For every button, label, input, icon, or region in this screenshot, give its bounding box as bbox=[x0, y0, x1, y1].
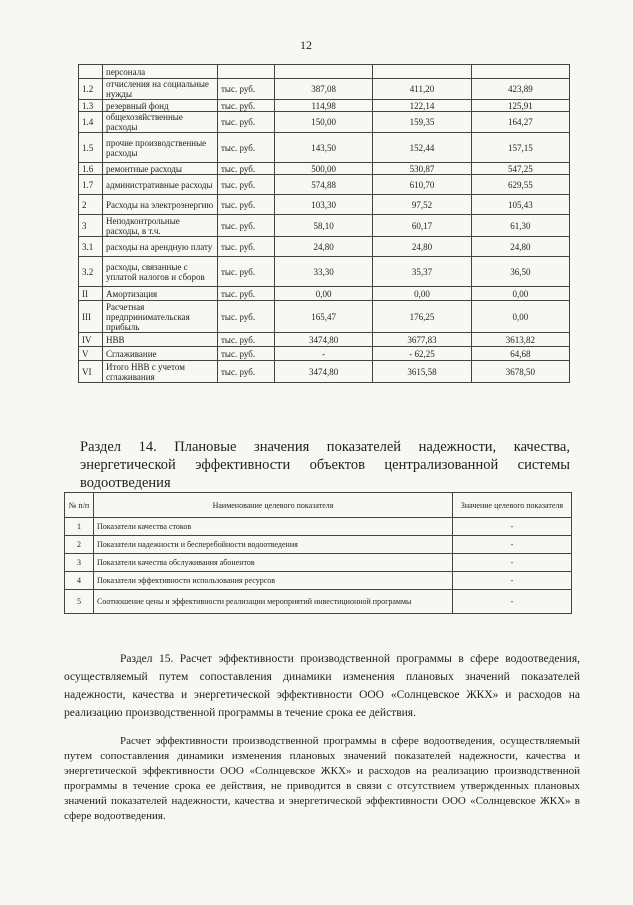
table-row bbox=[65, 590, 572, 614]
row-value-1: 33,30 bbox=[275, 257, 373, 287]
row-value-3: 164,27 bbox=[471, 112, 569, 133]
section-15 bbox=[64, 650, 580, 824]
row-value: - bbox=[453, 554, 572, 572]
table-row bbox=[79, 301, 570, 333]
row-value-1: 387,08 bbox=[275, 79, 373, 100]
row-value-3: 423,89 bbox=[471, 79, 569, 100]
row-value-1: - bbox=[275, 347, 373, 361]
row-value-3: 3678,50 bbox=[471, 361, 569, 383]
row-name: прочие производственные расходы bbox=[103, 133, 218, 163]
header-value: Значение целевого показателя bbox=[453, 493, 572, 518]
row-value-1: 58,10 bbox=[275, 215, 373, 237]
row-value-1: 574,88 bbox=[275, 175, 373, 195]
row-value-1: 103,30 bbox=[275, 195, 373, 215]
page-number: 12 bbox=[300, 38, 312, 52]
row-value-2: 35,37 bbox=[373, 257, 471, 287]
table-row bbox=[79, 361, 570, 383]
row-value-2: 152,44 bbox=[373, 133, 471, 163]
row-value-3: 105,43 bbox=[471, 195, 569, 215]
row-name: Итого НВВ с учетом сглаживания bbox=[103, 361, 218, 383]
row-value-3: 61,30 bbox=[471, 215, 569, 237]
row-value-2: 0,00 bbox=[373, 287, 471, 301]
row-value-3: 0,00 bbox=[471, 287, 569, 301]
row-unit: тыс. руб. bbox=[218, 361, 275, 383]
row-num: 2 bbox=[65, 536, 94, 554]
row-num bbox=[79, 65, 103, 79]
row-num: 3 bbox=[79, 215, 103, 237]
row-name: расходы, связанные с уплатой налогов и сборов bbox=[103, 257, 218, 287]
table-row bbox=[65, 518, 572, 536]
row-value-2: 97,52 bbox=[373, 195, 471, 215]
row-name: Расчетная предпринимательская прибыль bbox=[103, 301, 218, 333]
row-value: - bbox=[453, 518, 572, 536]
row-num: 2 bbox=[79, 195, 103, 215]
row-unit: тыс. руб. bbox=[218, 237, 275, 257]
table-row bbox=[65, 554, 572, 572]
row-value-2: 3677,83 bbox=[373, 333, 471, 347]
row-value-3: 157,15 bbox=[471, 133, 569, 163]
row-value-3 bbox=[471, 65, 569, 79]
row-value-1 bbox=[275, 65, 373, 79]
row-unit: тыс. руб. bbox=[218, 257, 275, 287]
table-row bbox=[79, 237, 570, 257]
row-name: Неподконтрольные расходы, в т.ч. bbox=[103, 215, 218, 237]
row-value-1: 500,00 bbox=[275, 163, 373, 175]
table-row bbox=[79, 112, 570, 133]
row-num: III bbox=[79, 301, 103, 333]
row-unit: тыс. руб. bbox=[218, 133, 275, 163]
row-value-2: 159,35 bbox=[373, 112, 471, 133]
row-value-1: 114,98 bbox=[275, 100, 373, 112]
row-value-2: 530,87 bbox=[373, 163, 471, 175]
row-num: 5 bbox=[65, 590, 94, 614]
row-value-3: 0,00 bbox=[471, 301, 569, 333]
row-value-1: 24,80 bbox=[275, 237, 373, 257]
table-row bbox=[79, 65, 570, 79]
row-value-3: 629,55 bbox=[471, 175, 569, 195]
row-unit: тыс. руб. bbox=[218, 163, 275, 175]
row-value: - bbox=[453, 536, 572, 554]
row-num: 3.1 bbox=[79, 237, 103, 257]
indicators-table-header bbox=[65, 493, 572, 518]
section-15-paragraph: Расчет эффективности производственной программы в сфере водоотведения, осуществляемый путем сопоставления динамики изменения плановых значений показателей надежности, качества и энергетической эффективности ООО «Солнцевское ЖКХ» и расходов на реализацию производственной программы в течение срока ее действия, не приводится в связи с отсутствием утвержденных плановых значений показателей надежности, качества и энергетической эффективности ООО «Солнцевское ЖКХ» в сфере водоотведения. bbox=[64, 735, 580, 822]
row-name: расходы на арендную плату bbox=[103, 237, 218, 257]
table-row bbox=[79, 257, 570, 287]
row-value-1: 0,00 bbox=[275, 287, 373, 301]
row-unit: тыс. руб. bbox=[218, 100, 275, 112]
row-value-2: 122,14 bbox=[373, 100, 471, 112]
row-value-3: 3613,82 bbox=[471, 333, 569, 347]
row-name: Показатели надежности и бесперебойности водоотведения bbox=[94, 536, 453, 554]
row-value-1: 143,50 bbox=[275, 133, 373, 163]
row-num: V bbox=[79, 347, 103, 361]
row-value-3: 36,50 bbox=[471, 257, 569, 287]
row-name: персонала bbox=[103, 65, 218, 79]
row-num: 1.7 bbox=[79, 175, 103, 195]
table-row bbox=[79, 175, 570, 195]
row-value: - bbox=[453, 572, 572, 590]
row-value-2 bbox=[373, 65, 471, 79]
row-num: VI bbox=[79, 361, 103, 383]
row-unit: тыс. руб. bbox=[218, 79, 275, 100]
row-num: IV bbox=[79, 333, 103, 347]
table-row bbox=[79, 287, 570, 301]
row-value-2: 60,17 bbox=[373, 215, 471, 237]
row-value-2: - 62,25 bbox=[373, 347, 471, 361]
row-num: 1 bbox=[65, 518, 94, 536]
row-unit: тыс. руб. bbox=[218, 195, 275, 215]
row-unit: тыс. руб. bbox=[218, 301, 275, 333]
header-num: № п/п bbox=[65, 493, 94, 518]
row-name: Показатели качества обслуживания абонентов bbox=[94, 554, 453, 572]
table-row bbox=[65, 536, 572, 554]
section-14-heading: Раздел 14. Плановые значения показателей надежности, качества, энергетической эффективности объектов централизованной системы водоотведения bbox=[80, 439, 570, 491]
table-row bbox=[79, 163, 570, 175]
row-unit: тыс. руб. bbox=[218, 175, 275, 195]
row-unit: тыс. руб. bbox=[218, 347, 275, 361]
row-name: Расходы на электроэнергию bbox=[103, 195, 218, 215]
row-value-1: 3474,80 bbox=[275, 361, 373, 383]
row-num: 3 bbox=[65, 554, 94, 572]
row-num: 3.2 bbox=[79, 257, 103, 287]
header-name: Наименование целевого показателя bbox=[94, 493, 453, 518]
row-value-2: 3615,58 bbox=[373, 361, 471, 383]
row-value-2: 24,80 bbox=[373, 237, 471, 257]
table-row bbox=[79, 195, 570, 215]
row-name: Показатели качества стоков bbox=[94, 518, 453, 536]
row-name: ремонтные расходы bbox=[103, 163, 218, 175]
row-name: общехозяйственные расходы bbox=[103, 112, 218, 133]
row-num: 1.3 bbox=[79, 100, 103, 112]
table-row bbox=[79, 133, 570, 163]
row-value-1: 165,47 bbox=[275, 301, 373, 333]
row-name: Показатели эффективности использования ресурсов bbox=[94, 572, 453, 590]
row-value-2: 176,25 bbox=[373, 301, 471, 333]
row-value: - bbox=[453, 590, 572, 614]
row-value-3: 125,91 bbox=[471, 100, 569, 112]
row-num: 1.2 bbox=[79, 79, 103, 100]
row-name: Сглаживание bbox=[103, 347, 218, 361]
row-name: резервный фонд bbox=[103, 100, 218, 112]
row-num: 1.6 bbox=[79, 163, 103, 175]
row-unit: тыс. руб. bbox=[218, 333, 275, 347]
row-value-3: 64,68 bbox=[471, 347, 569, 361]
table-row bbox=[79, 347, 570, 361]
row-name: отчисления на социальные нужды bbox=[103, 79, 218, 100]
table-row bbox=[79, 79, 570, 100]
row-value-2: 610,70 bbox=[373, 175, 471, 195]
row-unit: тыс. руб. bbox=[218, 287, 275, 301]
row-name: Амортизация bbox=[103, 287, 218, 301]
row-name: административные расходы bbox=[103, 175, 218, 195]
financial-table bbox=[78, 64, 570, 383]
row-value-3: 24,80 bbox=[471, 237, 569, 257]
row-unit bbox=[218, 65, 275, 79]
row-name: НВВ bbox=[103, 333, 218, 347]
row-num: 1.5 bbox=[79, 133, 103, 163]
indicators-table bbox=[64, 492, 572, 614]
row-unit: тыс. руб. bbox=[218, 112, 275, 133]
row-num: 1.4 bbox=[79, 112, 103, 133]
row-value-2: 411,20 bbox=[373, 79, 471, 100]
row-num: 4 bbox=[65, 572, 94, 590]
row-name: Соотношение цены и эффективности реализации мероприятий инвестиционной программы bbox=[94, 590, 453, 614]
row-unit: тыс. руб. bbox=[218, 215, 275, 237]
table-row bbox=[79, 100, 570, 112]
row-value-1: 3474,80 bbox=[275, 333, 373, 347]
table-row bbox=[65, 572, 572, 590]
table-row bbox=[79, 333, 570, 347]
row-num: II bbox=[79, 287, 103, 301]
section-15-title: Раздел 15. Расчет эффективности производственной программы в сфере водоотведения, осуществляемый путем сопоставления динамики изменения плановых значений показателей надежности, качества и энергетической эффективности ООО «Солнцевское ЖКХ» и расходов на реализацию производственной программы в течение срока ее действия. bbox=[64, 653, 580, 719]
row-value-3: 547,25 bbox=[471, 163, 569, 175]
row-value-1: 150,00 bbox=[275, 112, 373, 133]
table-row bbox=[79, 215, 570, 237]
